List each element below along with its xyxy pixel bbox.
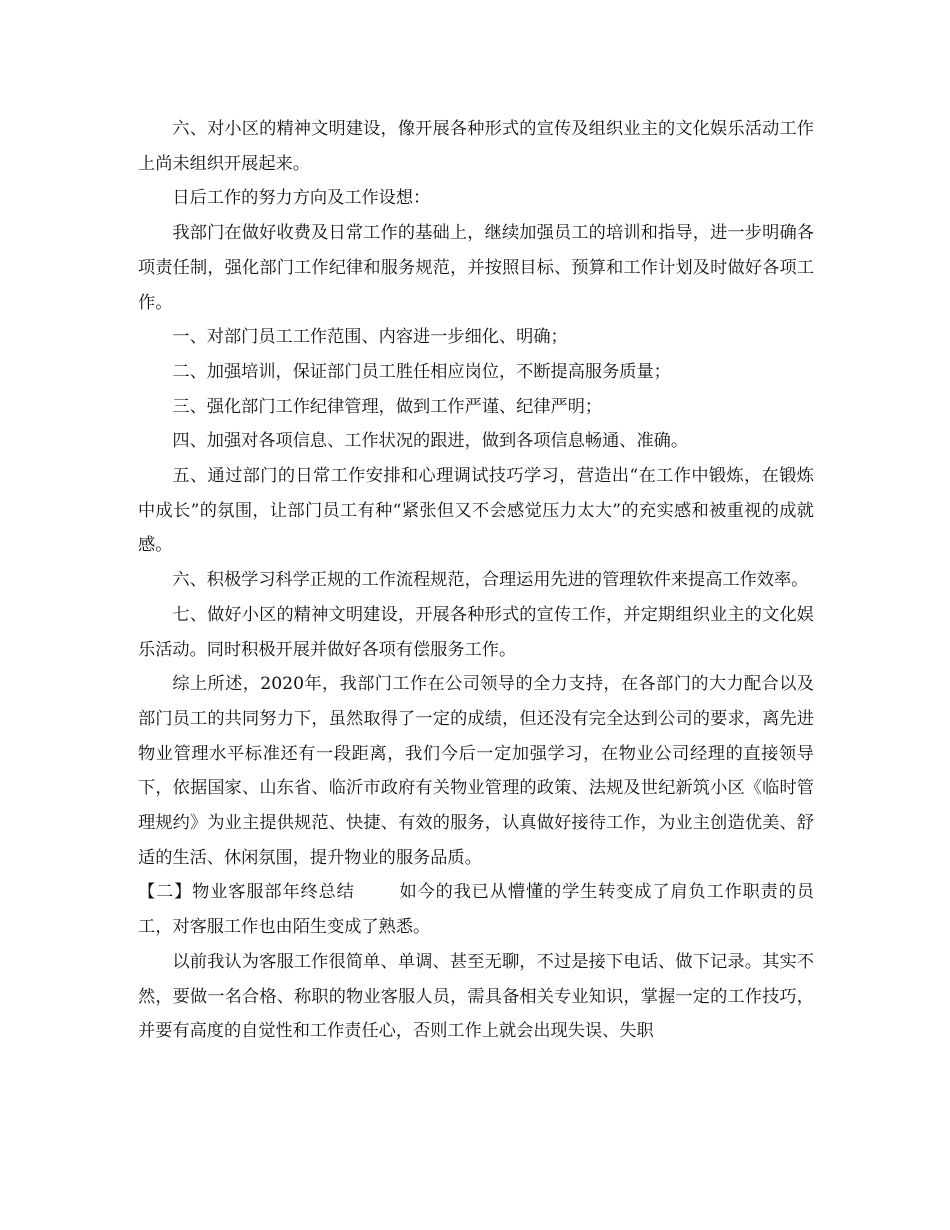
paragraph: 日后工作的努力方向及工作设想： (172, 188, 431, 209)
section-intro: 如今的我已从懵懂的学生转变成了肩负工作职责的员工，对客服工作也由陌生变成了熟悉。 (138, 882, 814, 938)
list-item: 七、做好小区的精神文明建设，开展各种形式的宣传工作，并定期组织业主的文化娱乐活动。同时积极开展并做好各项有偿服务工作。 (138, 604, 814, 660)
list-item: 三、强化部门工作纪律管理，做到工作严谨、纪律严明； (172, 396, 603, 417)
list-item: 六、积极学习科学正规的工作流程规范，合理运用先进的管理软件来提高工作效率。 (172, 570, 809, 591)
closing-paragraph: 以前我认为客服工作很简单、单调、甚至无聊，不过是接下电话、做下记录。其实不然，要做一名合格、称职的物业客服人员，需具备相关专业知识，掌握一定的工作技巧，并要有高度的自觉性和工作责任心，否则工作上就会出现失误、失职 (138, 951, 814, 1042)
paragraph: 我部门在做好收费及日常工作的基础上，继续加强员工的培训和指导，进一步明确各项责任制，强化部门工作纪律和服务规范，并按照目标、预算和工作计划及时做好各项工作。 (138, 223, 814, 313)
list-item: 四、加强对各项信息、工作状况的跟进，做到各项信息畅通、准确。 (172, 431, 689, 452)
section-paragraph (138, 875, 814, 944)
document-page (138, 112, 814, 1049)
summary-paragraph: 综上所述，2020年，我部门工作在公司领导的全力支持，在各部门的大力配合以及部门员工的共同努力下，虽然取得了一定的成绩，但还没有完全达到公司的要求，离先进物业管理水平标准还有一段距离，我们今后一定加强学习，在物业公司经理的直接领导下，依据国家、山东省、临沂市政府有关物业管理的政策、法规及世纪新筑小区《临时管理规约》为业主提供规范、快捷、有效的服务，认真做好接待工作，为业主创造优美、舒适的生活、休闲氛围，提升物业的服务品质。 (138, 674, 814, 868)
list-item: 五、通过部门的日常工作安排和心理调试技巧学习，营造出“在工作中锻炼，在锻炼中成长”的氛围，让部门员工有种“紧张但又不会感觉压力太大”的充实感和被重视的成就感。 (138, 466, 814, 556)
paragraph: 六、对小区的精神文明建设，像开展各种形式的宣传及组织业主的文化娱乐活动工作上尚未组织开展起来。 (138, 119, 814, 174)
section-heading: 【二】物业客服部年终总结 (138, 882, 355, 903)
list-item: 二、加强培训，保证部门员工胜任相应岗位，不断提高服务质量； (172, 361, 671, 382)
list-item: 一、对部门员工工作范围、内容进一步细化、明确； (172, 327, 568, 348)
